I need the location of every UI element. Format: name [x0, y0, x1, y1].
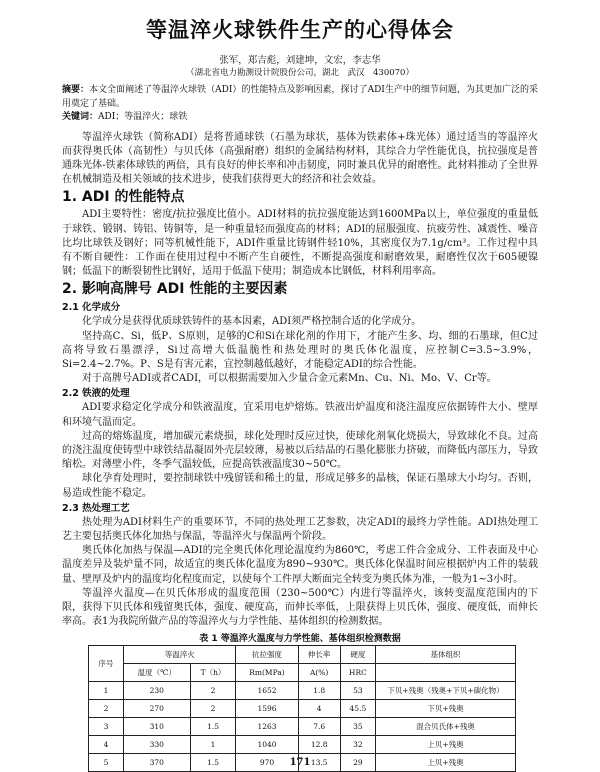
intro-paragraph: 等温淬火球铁（简称ADI）是将普通球铁（石墨为球状，基体为铁素体+珠光体）通过适当的等温淬火而获得奥氏体（高韧性）与贝氏体（高强耐磨）组织的金属结构材料，其综合力学性能优良，抗拉强度是普通珠光体-铁素体球铁的两倍，具有良好的伸长率和冲击韧度，同时兼具优异的耐磨性。此材料推动了全世界在机械制造及相关领域的技术进步，使我们获得更大的经济和社会效益。: [62, 131, 538, 186]
table-subheader-row: [89, 664, 516, 682]
paragraph: 热处理为ADI材料生产的重要环节，不同的热处理工艺参数，决定ADI的最终力学性能。ADI热处理工艺主要包括奥氏体化加热与保温，等温淬火与保温两个阶段。: [62, 516, 538, 542]
table-cell: 35: [340, 718, 375, 736]
keywords-text: ADI；等温淬火；球铁: [98, 112, 188, 122]
table-cell: 1: [89, 682, 124, 700]
data-table: [88, 645, 516, 772]
header-strength: 抗拉强度: [236, 646, 298, 664]
table-cell: 5: [89, 754, 124, 772]
table-row: [89, 682, 516, 700]
paper-title: 等温淬火球铁件生产的心得体会: [146, 18, 454, 42]
paragraph: 坚持高C、Si，低P、S原则，足够的C和Si在球化剂的作用下，才能产生多、均、细的石墨球，但C过高将导致石墨漂浮，Si过高增大低温脆性和热处理时的奥氏体化温度，应控制C=3.5~3.9%，Si=2.4~2.7%。P、S是有害元素，宜控制越低越好，才能稳定ADI的综合性能。: [62, 330, 538, 370]
table-cell: 1.5: [190, 718, 236, 736]
header-hrc: HRC: [340, 664, 375, 682]
table-cell: 1.8: [298, 682, 340, 700]
table-cell: 1652: [236, 682, 298, 700]
section-2-1-heading: 2.1 化学成分: [62, 302, 121, 314]
page-number: 171: [289, 757, 311, 768]
paragraph: 过高的熔炼温度，增加碳元素烧损，球化处理时反应过快，使球化剂氧化烧损大，导致球化不良。过高的浇注温度使铸型中球铁结晶凝固外壳层较薄，易被以后结晶的石墨化膨胀力挤破，而降低内部压力，导致缩松。对薄壁小件，冬季气温较低，应提高铁液温度30~50℃。: [62, 430, 538, 471]
table-cell: 1596: [236, 700, 298, 718]
section-2-heading: 2. 影响高牌号 ADI 性能的主要因素: [62, 281, 288, 298]
table-cell: 29: [340, 754, 375, 772]
table-cell: 370: [124, 754, 191, 772]
header-a: A(%): [298, 664, 340, 682]
keywords-label: 关键词：: [62, 112, 99, 122]
table-header-row: [89, 646, 516, 664]
table-cell: 上贝+残奥: [376, 754, 516, 772]
header-hardness: 硬度: [340, 646, 375, 664]
abstract-text: 本文全面阐述了等温淬火球铁（ADI）的性能特点及影响因素，探讨了ADI生产中的细节问题，为其更加广泛的采用奠定了基础。: [62, 85, 538, 109]
table-row: [89, 736, 516, 754]
affiliation: （湖北省电力勘测设计院股份公司，湖北 武汉 430070）: [186, 68, 414, 78]
table-cell: 32: [340, 736, 375, 754]
table-caption: 表 1 等温淬火温度与力学性能、基体组织检测数据: [199, 634, 401, 645]
table-cell: 上贝+残奥: [376, 736, 516, 754]
keywords: [62, 111, 538, 125]
table-cell: 13.5: [298, 754, 340, 772]
table-row: [89, 718, 516, 736]
abstract-label: 摘要：: [62, 85, 90, 95]
paragraph: 化学成分是获得优质球铁铸件的基本因素，ADI须严格控制合适的化学成分。: [82, 316, 422, 328]
table-cell: 7.6: [298, 718, 340, 736]
header-temp: 温度（℃）: [124, 664, 191, 682]
table-cell: 3: [89, 718, 124, 736]
paragraph: 等温淬火温度—在贝氏体形成的温度范围（230~500℃）内进行等温淬火，该转变温度范围内的下限，获得下贝氏体和残留奥氏体，强度、硬度高，而伸长率低，上限获得上贝氏体，强度、硬度低，而伸长率高。表1为我院所做产品的等温淬火与力学性能、基体组织的检测数据。: [62, 587, 538, 628]
table-cell: 混合贝氏体+残奥: [376, 718, 516, 736]
paragraph: 对于高牌号ADI或者CADI，可以根据需要加入少量合金元素Mn、Cu、Ni、Mo、V、Cr等。: [82, 373, 497, 385]
abstract: [62, 84, 538, 111]
table-cell: 1040: [236, 736, 298, 754]
empty-cell: [376, 664, 516, 682]
table-cell: 970: [236, 754, 298, 772]
table-cell: 45.5: [340, 700, 375, 718]
table-cell: 下贝+残奥: [376, 700, 516, 718]
table-cell: 270: [124, 700, 191, 718]
header-matrix: 基体组织: [376, 646, 516, 664]
table-row: [89, 700, 516, 718]
paper-page: [62, 12, 538, 772]
section-2-2-heading: 2.2 铁液的处理: [62, 388, 130, 400]
table-cell: 2: [190, 682, 236, 700]
paragraph: ADI要求稳定化学成分和铁液温度，宜采用电炉熔炼。铁液出炉温度和浇注温度应依据铸件大小、壁厚和环境气温而定。: [62, 402, 538, 428]
table-cell: 2: [89, 700, 124, 718]
table-cell: 53: [340, 682, 375, 700]
paragraph: 球化孕育处理时，要控制球铁中残留镁和稀土的量，形成足够多的晶核，保证石墨球大小均匀。否则，易造成性能不稳定。: [62, 473, 538, 499]
header-elongation: 伸长率: [298, 646, 340, 664]
header-time: T（h）: [190, 664, 236, 682]
authors: 张军，郑吉彪，刘建坤，文宏，李志华: [219, 55, 381, 66]
table-cell: 12.8: [298, 736, 340, 754]
header-rm: Rm(MPa): [236, 664, 298, 682]
section-1-paragraph: ADI主要特性：密度/抗拉强度比值小。ADI材料的抗拉强度能达到1600MPa以上，单位强度的重量低于球铁、锻钢、铸铝、铸铜等，是一种重量轻而强度高的材料；ADI的屈服强度、抗疲劳性、减震性、噪音比均比球铁及钢好；同等机械性能下，ADI件重量比铸钢件轻10%，其密度仅为7.1g/cm³。工作过程中具有不断自硬性：工作面在使用过程中不断产生自硬性，不断提高强度和耐磨效果，耐磨性仅次于605硬镍钢；低温下的断裂韧性比钢好，适用于低温下使用；制造成本比钢低，材料利用率高。: [62, 209, 538, 278]
table-cell: 310: [124, 718, 191, 736]
table-cell: 1.5: [190, 754, 236, 772]
section-2-3-heading: 2.3 热处理工艺: [62, 502, 130, 514]
header-no: 序号: [89, 646, 124, 682]
table-cell: 1: [190, 736, 236, 754]
section-1-heading: 1. ADI 的性能特点: [62, 189, 185, 206]
table-cell: 4: [298, 700, 340, 718]
table-cell: 1263: [236, 718, 298, 736]
table-cell: 330: [124, 736, 191, 754]
table-cell: 230: [124, 682, 191, 700]
paragraph: 奥氏体化加热与保温—ADI的完全奥氏体化理论温度约为860℃，考虑工件合金成分、工件表面及中心温度差异及装炉量不同，故适宜的奥氏体化温度为890~930℃。奥氏体化保温时间应根据炉内工件的装载量、壁厚及炉内的温度均化程度而定，以使每个工件厚大断面完全转变为奥氏体为准，一般为1~3小时。: [62, 545, 538, 585]
header-quench: 等温淬火: [124, 646, 236, 664]
table-cell: 4: [89, 736, 124, 754]
table-cell: 下贝+残奥（残奥+下贝+碳化物）: [376, 682, 516, 700]
table-cell: 2: [190, 700, 236, 718]
